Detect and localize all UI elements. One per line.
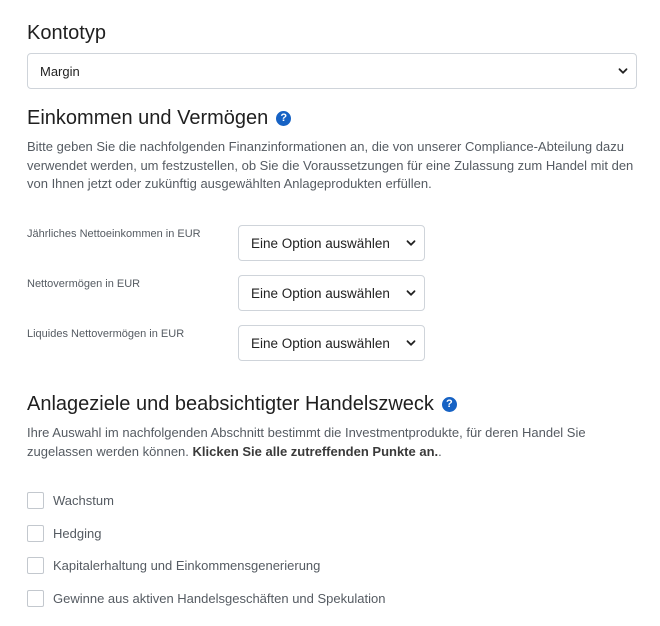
anlage-heading-text: Anlageziele und beabsichtigter Handelszweck (27, 393, 434, 415)
question-circle-icon[interactable]: ? (442, 397, 457, 412)
checkbox[interactable] (27, 492, 44, 509)
liquid-net-worth-value: Eine Option auswählen (251, 335, 390, 351)
einkommen-description: Bitte geben Sie die nachfolgenden Finanzinformationen an, die von unserer Compliance-Abteilung dazu verwendet werden, um festzustellen, ob Sie die Voraussetzungen für eine Zulassung zum Handel mit den von Ihnen jetzt oder zukünftig ausgewählten Anlageprodukten erfüllen. (27, 139, 634, 191)
anlage-description-end: . (438, 443, 442, 459)
liquid-net-worth-label: Liquides Nettovermögen in EUR (27, 328, 185, 340)
account-type-select[interactable] (27, 53, 637, 89)
kontotyp-heading (27, 22, 106, 45)
net-worth-value: Eine Option auswählen (251, 285, 390, 301)
anlage-heading (27, 393, 457, 416)
einkommen-heading (27, 107, 291, 130)
option-label: Gewinne aus aktiven Handelsgeschäften und Spekulation (53, 591, 386, 606)
net-worth-select[interactable] (238, 275, 425, 311)
liquid-net-worth-select[interactable] (238, 325, 425, 361)
option-wachstum[interactable] (27, 492, 114, 509)
option-label: Wachstum (53, 493, 114, 508)
anlage-description-bold: Klicken Sie alle zutreffenden Punkte an. (192, 443, 439, 459)
chevron-down-icon (618, 66, 628, 76)
chevron-down-icon (406, 338, 416, 348)
option-kapitalerhaltung[interactable] (27, 557, 320, 574)
checkbox[interactable] (27, 525, 44, 542)
chevron-down-icon (406, 288, 416, 298)
checkbox[interactable] (27, 557, 44, 574)
anlage-description-text: Ihre Auswahl im nachfolgenden Abschnitt bestimmt die Investmentprodukte, für deren Handel Sie zugelassen werden können. (27, 425, 586, 459)
net-income-label: Jährliches Nettoeinkommen in EUR (27, 228, 201, 240)
net-income-select[interactable] (238, 225, 425, 261)
kontotyp-heading-text: Kontotyp (27, 22, 106, 44)
question-circle-icon[interactable]: ? (276, 111, 291, 126)
account-type-value: Margin (40, 63, 80, 79)
net-income-value: Eine Option auswählen (251, 235, 390, 251)
option-label: Hedging (53, 526, 102, 541)
option-hedging[interactable] (27, 525, 101, 542)
net-worth-label: Nettovermögen in EUR (27, 278, 141, 290)
einkommen-heading-text: Einkommen und Vermögen (27, 107, 269, 129)
option-label: Kapitalerhaltung und Einkommensgenerierung (53, 558, 321, 573)
chevron-down-icon (406, 238, 416, 248)
checkbox[interactable] (27, 590, 44, 607)
anlage-description (27, 424, 627, 461)
option-spekulation[interactable] (27, 590, 385, 607)
